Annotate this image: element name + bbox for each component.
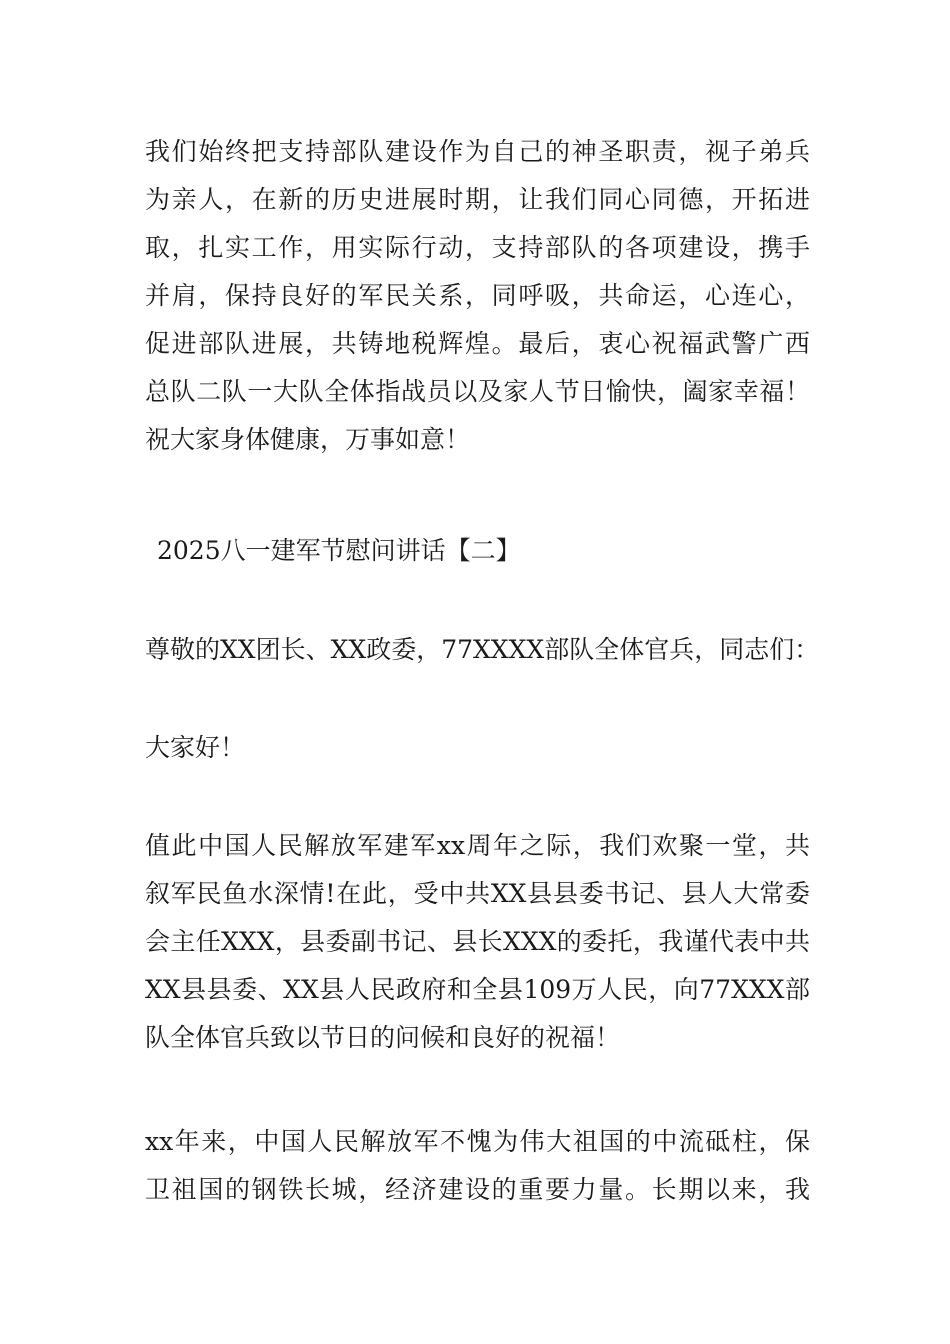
paragraph-anniversary-greeting bbox=[145, 822, 810, 1062]
paragraph-pla-history bbox=[145, 1118, 810, 1214]
text-line: xx年来，中国人民解放军不愧为伟大祖国的中流砥柱，保 bbox=[145, 1127, 810, 1156]
text-line: 会主任XXX，县委副书记、县长XXX的委托，我谨代表中共 bbox=[145, 927, 810, 956]
text-line: 我们始终把支持部队建设作为自己的神圣职责，视子弟兵 bbox=[145, 137, 810, 166]
section-heading: 2025八一建军节慰问讲话【二】 bbox=[157, 536, 521, 565]
text-line: 取，扎实工作，用实际行动，支持部队的各项建设，携手 bbox=[145, 233, 810, 262]
text-line: 尊敬的XX团长、XX政委，77XXXX部队全体官兵，同志们： bbox=[145, 635, 820, 664]
text-line: 为亲人，在新的历史进展时期，让我们同心同德，开拓进 bbox=[145, 185, 810, 214]
text-line: 促进部队进展，共铸地税辉煌。最后，衷心祝福武警广西 bbox=[145, 329, 810, 358]
text-line: 总队二队一大队全体指战员以及家人节日愉快，阖家幸福！ bbox=[145, 377, 810, 406]
text-line: XX县县委、XX县人民政府和全县109万人民，向77XXX部 bbox=[145, 975, 810, 1004]
text-line: 并肩，保持良好的军民关系，同呼吸，共命运，心连心， bbox=[145, 281, 810, 310]
greeting bbox=[145, 724, 810, 772]
text-line: 队全体官兵致以节日的问候和良好的祝福！ bbox=[145, 1023, 621, 1052]
text-line: 叙军民鱼水深情!在此，受中共XX县县委书记、县人大常委 bbox=[145, 879, 810, 908]
salutation bbox=[145, 626, 820, 674]
text-line: 值此中国人民解放军建军xx周年之际，我们欢聚一堂，共 bbox=[145, 831, 810, 860]
text-line: 大家好！ bbox=[145, 733, 246, 762]
text-line: 祝大家身体健康，万事如意！ bbox=[145, 425, 471, 454]
paragraph-closing-remarks bbox=[145, 128, 810, 464]
text-line: 卫祖国的钢铁长城，经济建设的重要力量。长期以来，我 bbox=[145, 1175, 810, 1204]
